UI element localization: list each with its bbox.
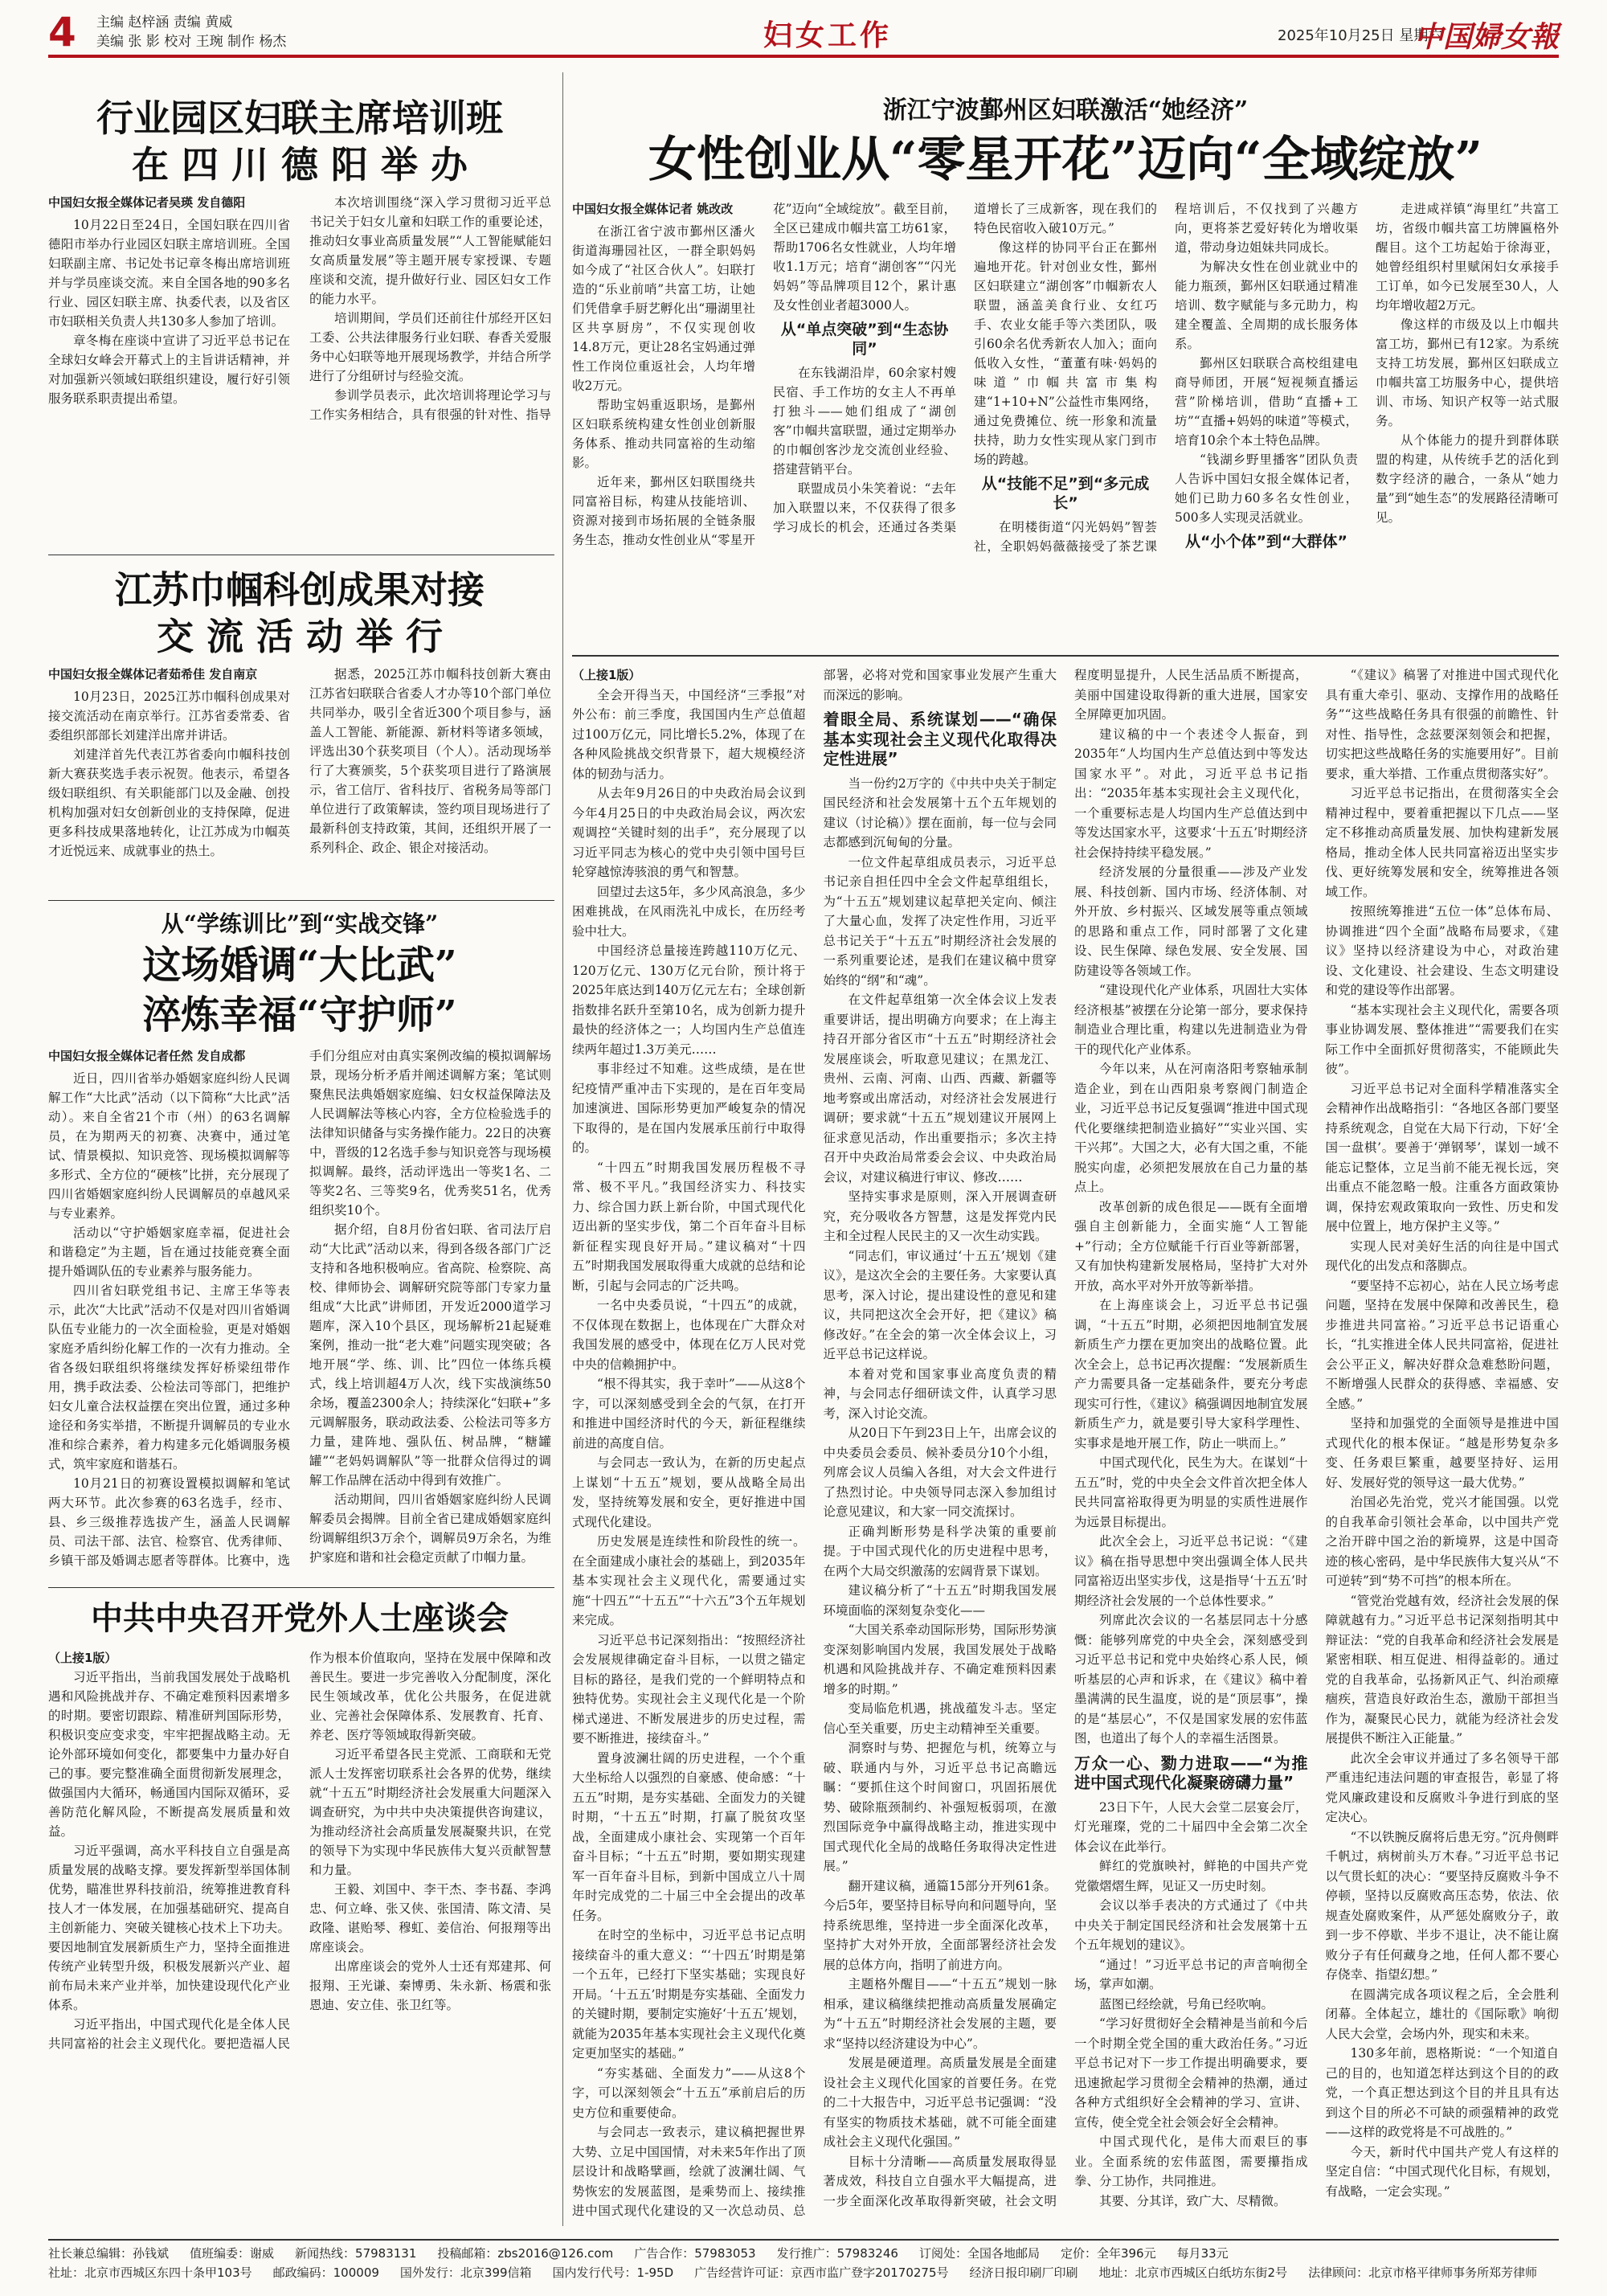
- article6-subhead: 万众一心、勠力进取——“为推进中国式现代化凝聚磅礴力量”: [1074, 1753, 1308, 1792]
- article1-byline: 中国妇女报全媒体记者吴瑛 发自德阳: [48, 195, 246, 210]
- article6-paragraph: “《建议》稿署了对推进中国式现代化具有重大牵引、驱动、支撑作用的战略任务”“这些战略任务具有很强的前瞻性、针对性、指导性，念兹要深刻领会和把握，切实把这些战略任务的实施要用好”。目前要求，重大举措、工作重点贯彻落实好”。: [1325, 668, 1559, 781]
- article1-paragraph: 本次培训围绕“深入学习贯彻习近平总书记关于妇女儿童和妇联工作的重要论述，推动妇女事业高质量发展”“人工智能赋能妇女高质量发展”等主题开展专家授课、专题座谈和交流，提升做好行业、园区妇女工作的能力水平。: [309, 195, 551, 306]
- article6-paragraph: 在上海座谈会上，习近平总书记强调，“十五五”时期，必须把因地制宜发展新质生产力摆在更加突出的战略位置。此次全会上，总书记再次提醒：“发展新质生产力需要具备一定基础条件，要充分考虑现实可行性，《建议》稿强调因地制宜发展新质生产力，就是要引导大家科学理性、实事求是地开展工作，防止一哄而上。”: [1074, 1298, 1308, 1451]
- article3-headline-line2: 交 流 活 动 举 行: [156, 615, 444, 658]
- footer-item: 投稿邮箱：zbs2016@126.com: [437, 2246, 614, 2261]
- footer-item: 社长兼总编辑：孙钱斌: [48, 2246, 170, 2261]
- footer-item: 法律顾问：北京市格平律师事务所郑芳律师: [1308, 2265, 1538, 2280]
- article6-subhead: 着眼全局、系统谋划——“确保基本实现社会主义现代化取得决定性进展”: [823, 710, 1057, 768]
- article2-subhead: 从“单点突破”到“生态协同”: [780, 321, 949, 358]
- article6-paragraph: “夯实基础、全面发力”——从这8个字，可以深刻领会“十五五”承前启后的历史方位和重要使命。: [572, 2065, 806, 2120]
- section-title: 妇女工作: [763, 18, 893, 52]
- footer-item: 广告合作：57983053: [634, 2246, 756, 2261]
- article2-paragraph: 在浙江省宁波市鄞州区潘火街道海珊园社区，一群全职妈妈如今成了“社区合伙人”。妇联打造的“乐业前哨”共富工坊，让她们凭借拿手厨艺孵化出“珊湖里社区共享厨房”，不仅实现创收14.8万元，更让28名宝妈通过弹性工作岗位重返社会，人均年增收2万元。: [572, 224, 755, 393]
- article1-headline-line2: 在 四 川 德 阳 举 办: [131, 143, 468, 186]
- footer-row: [48, 2244, 1559, 2263]
- footer-row: [48, 2263, 1559, 2282]
- article6-paragraph: 历史发展是连续性和阶段性的统一。在全面建成小康社会的基础上，到2035年基本实现社会主义现代化，需要通过实施“十四五”“十五五”“十六五”3个五年规划来完成。: [572, 1534, 806, 1627]
- article6-paragraph: “要坚持不忘初心，站在人民立场考虑问题，坚持在发展中保障和改善民生，稳步推进共同富裕。”习近平总书记语重心长，“扎实推进全体人民共同富裕，促进社会公平正义，解决好群众急难愁盼问题，不断增强人民群众的获得感、幸福感、安全感。”: [1325, 1278, 1559, 1411]
- article2-paragraph: 走进咸祥镇“海里红”共富工坊，省级巾帼共富工坊牌匾格外醒目。这个工坊起始于徐海亚，她曾经组织村里赋闲妇女承接手工订单，如今已发展至30人，人均年增收超2万元。: [1376, 202, 1559, 313]
- article6-paragraph: 习近平总书记深刻指出：“按照经济社会发展规律确定奋斗目标，一以贯之锚定目标的路径，是我们党的一个鲜明特点和独特优势。实现社会主义现代化是一个阶梯式递进、不断发展进步的历史过程，需要不断推进，接续奋斗。”: [572, 1632, 806, 1746]
- article5-continued-label: （上接1版）: [48, 1651, 117, 1665]
- column-divider: [562, 72, 563, 2226]
- article5-paragraph: 王毅、刘国中、李干杰、李书磊、李鸿忠、何立峰、张又侠、张国清、陈文清、吴政隆、谌贻琴、穆虹、姜信治、何报翔等出席座谈会。: [309, 1882, 551, 1954]
- article-separator: [48, 1587, 554, 1588]
- article-womens-entrepreneurship: [572, 95, 1559, 649]
- article1-body: [48, 193, 551, 442]
- article6-paragraph: “通过！”习近平总书记的声音响彻全场，掌声如潮。: [1074, 1957, 1308, 1991]
- footer-item: 广告经营许可证：京西市监广登字20170275号: [694, 2265, 949, 2280]
- article4-paragraph: 10月21日的初赛设置模拟调解和笔试两大环节。此次参赛的63名选手，经市、县、乡三级推荐选拔产生，涵盖人民调解员、司法干部、法官、检察官、优秀律师、乡镇干部及婚调志愿者等群体。比赛中，选手们分组应对由真实案例改编的模拟调解场景，现场分析矛盾并阐述调解方案；笔试则聚焦民法典婚姻家庭编、妇女权益保障法及人民调解法等核心内容，全方位检验选手的法律知识储备与实务操作能力。22日的决赛中，晋级的12名选手参与知识竞答与现场模拟调解。最终，活动评选出一等奖1名、二等奖2名、三等奖9名，优秀奖51名，优秀组织奖10个。: [48, 1049, 551, 1568]
- article6-paragraph: 本着对党和国家事业高度负责的精神，与会同志仔细研读文件，认真学习思考，深入讨论交流。: [823, 1366, 1057, 1421]
- footer-item: 社址：北京市西城区东四十条甲103号: [48, 2265, 252, 2280]
- article2-paragraph: 帮助宝妈重返职场，是鄞州区妇联系统构建女性创业创新服务体系、推动共同富裕的生动缩影。: [572, 398, 755, 470]
- article-plenary-session-continued: [572, 665, 1559, 2233]
- article6-paragraph: 目标十分清晰——高质量发展取得显著成效，科技自立自强水平大幅提高，进一步全面深化改革取得新突破，社会文明程度明显提升，人民生活品质不断提高，美丽中国建设取得新的重大进展，国家安全屏障更加巩固。: [823, 668, 1308, 2208]
- footer-item: 国外发行：北京399信箱: [399, 2265, 532, 2280]
- article6-paragraph: 经济发展的分量很重——涉及产业发展、科技创新、国内市场、经济体制、对外开放、乡村振兴、区域发展等重点领域的思路和重点工作，同时部署了文化建设、民生保障、绿色发展、安全发展、国防建设等各领域工作。: [1074, 865, 1308, 978]
- article6-paragraph: 置身波澜壮阔的历史进程，一个个重大坐标给人以强烈的自豪感、使命感：“十五五”时期，是夯实基础、全面发力的关键时期，“十五五”时期，打赢了脱贫攻坚战，全面建成小康社会、实现第一个百年奋斗目标；“十五五”时期，要如期实现建军一百年奋斗目标，到新中国成立八十周年时完成党的二十届三中全会提出的改革任务。: [572, 1750, 806, 1923]
- article2-paragraph: 在明楼街道“闪光妈妈”智荟社，全职妈妈薇薇接受了茶艺课程培训后，不仅找到了兴趣方向，更将茶艺爱好转化为增收渠道，带动身边姐妹共同成长。: [974, 202, 1358, 554]
- article6-paragraph: “建设现代化产业体系，巩固壮大实体经济根基”被摆在分论第一部分，要求保持制造业合理比重，构建以先进制造业为骨干的现代化产业体系。: [1074, 983, 1308, 1057]
- article3-paragraph: 10月23日，2025江苏巾帼科创成果对接交流活动在南京举行。江苏省委常委、省委组织部部长刘建洋出席并讲话。: [48, 690, 290, 743]
- article6-paragraph: 与会同志一致认为，在新的历史起点上谋划“十五五”规划，要从战略全局出发，坚持统筹发展和安全，更好推进中国式现代化建设。: [572, 1455, 806, 1529]
- article6-paragraph: 全会开得当天，中国经济“三季报”对外公布：前三季度，我国国内生产总值超过100万亿元，同比增长5.2%，体现了在各种风险挑战交织背景下，超大规模经济体的韧劲与活力。: [572, 687, 806, 781]
- article6-paragraph: 会议以举手表决的方式通过了《中共中央关于制定国民经济和社会发展第十五个五年规划的建议》。: [1074, 1898, 1308, 1952]
- article2-paragraph: 在东钱湖沿岸，60余家村嫂民宿、手工作坊的女主人不再单打独斗——她们组成了“湖创客”巾帼共富联盟，通过定期举办的巾帼创客沙龙交流创业经验、搭建营销平台。: [773, 366, 956, 477]
- article6-paragraph: 事非经过不知难。这些成绩，是在世纪疫情严重冲击下实现的，是在百年变局加速演进、国际形势更加严峻复杂的情况下取得的，是在国内发展承压前行中取得的。: [572, 1062, 806, 1155]
- article6-paragraph: 今年以来，从在河南洛阳考察轴承制造企业，到在山西阳泉考察阀门制造企业，习近平总书记反复强调“推进中国式现代化要继续把制造业搞好”“实业兴国、实干兴邦”。大国之大，必有大国之重，不能脱实向虚，必须把发展放在自己力量的基点上。: [1074, 1062, 1308, 1194]
- footer-item: 值班编委：谢威: [190, 2246, 275, 2261]
- article2-paragraph: 为解决女性在创业就业中的能力瓶颈，鄞州区妇联通过精准培训、数字赋能与多元助力，构建全覆盖、全周期的成长服务体系。: [1175, 260, 1358, 351]
- article6-paragraph: 中国经济总量接连跨越110万亿元、120万亿元、130万亿元台阶，预计将于2025年底达到140万亿元左右；全球创新指数排名跃升至第10名，成为创新力提升最快的经济体之一；人均国内生产总值连续两年超过1.3万美元……: [572, 943, 806, 1057]
- article6-paragraph: 其要、分其详，致广大、尽精微。: [1099, 2193, 1286, 2208]
- article2-paragraph: 像这样的市级及以上巾帼共富工坊，鄞州已有12家。为系统支持工坊发展，鄞州区妇联成立巾帼共富工坊服务中心，提供培训、市场、知识产权等一站式服务。: [1376, 317, 1559, 428]
- article5-paragraph: 习近平指出，当前我国发展处于战略机遇和风险挑战并存、不确定难预料因素增多的时期。要密切跟踪、精准研判国际形势，积极识变应变求变，牢牢把握战略主动。无论外部环境如何变化，都要集中力量办好自己的事。要完整准确全面贯彻新发展理念，做强国内大循环，畅通国内国际双循环，妥善防范化解风险，不断提高发展质量和效益。: [48, 1670, 290, 1839]
- article4-paragraph: 据介绍，自8月份省妇联、省司法厅启动“大比武”活动以来，得到各级各部门广泛支持和各地积极响应。省高院、检察院、高校、律师协会、调解研究院等部门专家力量组成“大比武”讲师团，开发近2000道学习题库，深入10个县区，现场解析21起疑难案例，推动一批“老大难”问题实现突破；各地开展“学、练、训、比”四位一体练兵模式，线上培训超4万人次，线下实战演练50余场，覆盖2300余人；持续深化“妇联+”多元调解服务，联动政法委、公检法司等多方力量，建阵地、强队伍、树品牌，“糖罐罐”“老妈妈调解队”等一批群众信得过的调解工作品牌在活动中得到有效推广。: [309, 1222, 551, 1488]
- article4-paragraph: 活动期间，四川省婚姻家庭纠纷人民调解委员会揭牌。目前全省已建成婚姻家庭纠纷调解组织3万余个，调解员9万余名，为维护家庭和谐和社会稳定贡献了巾帼力量。: [309, 1492, 551, 1565]
- article2-subhead: 从“小个体”到“大群体”: [1185, 533, 1347, 550]
- footer-item: 每月33元: [1176, 2246, 1229, 2261]
- article6-paragraph: 从20日下午到23日上午，出席会议的中央委员会委员、候补委员分10个小组，列席会议人员编入各组，对大会文件进行了热烈讨论。中央领导同志深入参加组讨论意见建议，和大家一同交流探讨。: [823, 1426, 1057, 1519]
- article6-paragraph: 洞察时与势、把握危与机，统筹立与破、联通内与外，习近平总书记高瞻远瞩：“要抓住这个时间窗口，巩固拓展优势、破除瓶颈制约、补强短板弱项，在激烈国际竞争中赢得战略主动，推进实现中国式现代化全局的战略任务取得决定性进展。”: [823, 1741, 1057, 1873]
- article5-paragraph: 出席座谈会的党外人士还有郑建邦、何报翔、王光谦、秦博勇、朱永新、杨震和张恩迪、安立佳、张卫红等。: [309, 1959, 551, 2012]
- article5-body: [48, 1648, 551, 2223]
- article2-paragraph: 近年来，鄞州区妇联围绕共同富裕目标，构建从技能培训、资源对接到市场拓展的全链条服务生态，推动女性创业从“零星开花”迈向“全域绽放”。截至目前，全区已建成巾帼共富工坊61家，帮助1706名女性就业，人均年增收1.1万元；培育“湖创客”“闪光妈妈”等品牌项目12个，累计惠及女性创业者超3000人。: [572, 202, 956, 547]
- article6-paragraph: “不以铁腕反腐将后患无穷。”沉舟侧畔千帆过，病树前头万木春。”习近平总书记以气贯长虹的决心：“要坚持反腐败斗争不停顿，坚持以反腐败高压态势，依法、依规查处腐败案件，从严惩处腐败分子，敢到一步不停歇、半步不退让，决不能让腐败分子有任何藏身之地，任何人都不要心存侥幸、指望幻想。”: [1325, 1829, 1559, 1982]
- article-jiangsu-tech: [48, 567, 551, 896]
- article6-paragraph: 治国必先治党，党兴才能国强。以党的自我革命引领社会革命，以中国共产党之治开辟中国之治的新境界，这是中国奇迹的核心密码，是中华民族伟大复兴从“不可逆转”到“势不可挡”的根本所在。: [1325, 1495, 1559, 1588]
- article2-kicker: 浙江宁波鄞州区妇联激活“她经济”: [882, 96, 1249, 125]
- article6-paragraph: 列席此次会议的一名基层同志十分感慨：能够列席党的中央全会，深刻感受到习近平总书记和党中央始终心系人民，倾听基层的心声和诉求，在《建议》稿中着墨满满的民生温度，说的是“顶层事”，操的是“基层心”，不仅是国家发展的宏伟蓝图，也道出了每个人的幸福生活图景。: [1074, 1613, 1308, 1746]
- article6-paragraph: 今天，新时代中国共产党人有这样的坚定自信：“中国式现代化目标，有规划，有战略，一定会实现。”: [1325, 2144, 1559, 2199]
- article6-paragraph: “同志们，审议通过‘十五五’规划《建议》，是这次全会的主要任务。大家要认真思考，深入讨论，提出建设性的意见和建议，共同把这次全会开好，把《建议》稿修改好。”在全会的第一次全体会议上，习近平总书记这样说。: [823, 1248, 1057, 1361]
- newspaper-logo: 中国婦女報: [1413, 20, 1559, 54]
- article3-byline: 中国妇女报全媒体记者茹希佳 发自南京: [48, 667, 258, 681]
- editor-credits-line1: 主编 赵梓涵 责编 黄威: [96, 14, 233, 31]
- editor-credits: [96, 13, 286, 51]
- article6-paragraph: 按照统筹推进“五位一体”总体布局、协调推进“四个全面”战略布局要求，《建议》坚持以经济建设为中心，对政治建设、文化建设、社会建设、生态文明建设和党的建设等作出部署。: [1325, 904, 1559, 997]
- article6-paragraph: 23日下午，人民大会堂二层宴会厅，灯光璀璨，党的二十届四中全会第二次全体会议在此举行。: [1074, 1799, 1308, 1854]
- footer-item: 地址：北京市西城区白纸坊东街2号: [1098, 2265, 1288, 2280]
- article1-paragraph: 培训期间，学员们还前往什邡经开区妇工委、公共法律服务行业妇联、春香关爱服务中心妇联等地开展现场教学，并结合所学进行了分组研讨与经验交流。: [309, 311, 551, 383]
- masthead: [48, 10, 1559, 58]
- article1-paragraph: 10月22日至24日，全国妇联在四川省德阳市举办行业园区妇联主席培训班。全国妇联副主席、书记处书记章冬梅出席培训班并与学员座谈交流。来自全国各地的90多名行业、园区妇联主席、执委代表，以及省区市妇联相关负责人共130多人参加了培训。: [48, 218, 290, 329]
- footer-item: 定价：全年396元: [1060, 2246, 1156, 2261]
- article6-paragraph: 坚持实事求是原则，深入开展调查研究，充分吸收各方智慧，这是发挥党内民主和全过程人民民主的又一次生动实践。: [823, 1189, 1057, 1243]
- article1-paragraph: 参训学员表示，此次培训将理论学习与工作实务相结合，具有很强的针对性、指导: [309, 388, 551, 422]
- article3-paragraph: 刘建洋首先代表江苏省委向巾帼科技创新大赛获奖选手表示祝贺。他表示，希望各级妇联组织、有关职能部门以及金融、创投机构加强对妇女创新创业的支持保障，促进更多科技成果落地转化，让江苏成为巾帼英才近悦远来、成就事业的热土。: [48, 747, 290, 858]
- article6-paragraph: 发展是硬道理。高质量发展是全面建设社会主义现代化国家的首要任务。在党的二十大报告中，习近平总书记强调：“没有坚实的物质技术基础，就不可能全面建成社会主义现代化强国。”: [823, 2056, 1057, 2149]
- article2-paragraph: 像这样的协同平台正在鄞州遍地开花。针对创业女性，鄞州区妇联建立“湖创客”巾帼新农人联盟，涵盖美食行业、女红巧手、农业女能手等六类团队，吸引60余名优秀新农人加入；面向低收入女性，“董董有味·妈妈的味道”巾帼共富市集构建“1+10+N”公益性市集网络，通过免费摊位、统一形象和流量扶持，助力女性实现从家门到市场的跨越。: [974, 240, 1157, 467]
- article6-paragraph: 鲜红的党旗映衬，鲜艳的中国共产党党徽熠熠生辉，见证又一历史时刻。: [1074, 1859, 1308, 1893]
- article6-paragraph: 在文件起草组第一次全体会议上发表重要讲话，提出明确方向要求；在上海主持召开部分省区市“十五五”时期经济社会发展座谈会，听取意见建议；在黑龙江、贵州、云南、河南、山西、西藏、新疆等地考察或出席活动，对经济社会发展进行调研；要求就“十五五”规划建议开展网上征求意见活动，作出重要指示；多次主持召开中央政治局常委会会议、中央政治局会议，对建议稿进行审议、修改……: [823, 992, 1057, 1185]
- editor-credits-line2: 美编 张 影 校对 王琬 制作 杨杰: [96, 34, 287, 50]
- article4-body: [48, 1046, 551, 1577]
- article6-paragraph: 一位文件起草组成员表示，习近平总书记亲自担任四中全会文件起草组组长，为“十五五”规划建议起草把关定向、倾注了大量心血，发挥了决定性作用，习近平总书记关于“十五五”时期经济社会发展的一系列重要论述，是我们在建议稿中贯穿始终的“纲”和“魂”。: [823, 854, 1057, 988]
- article5-headline: 中共中央召开党外人士座谈会: [91, 1599, 509, 1637]
- footer-item: 订阅处：全国各地邮局: [918, 2246, 1040, 2261]
- footer-item: 发行推广：57983246: [776, 2246, 898, 2261]
- article2-paragraph: 联盟成员小朱笑着说：“去年加入联盟以来，不仅获得了很多学习成长的机会，还通过各类渠道增长了三成新客，现在我们的特色民宿收入破10万元。”: [773, 202, 1157, 534]
- footer-item: 经济日报印刷厂印刷: [969, 2265, 1078, 2280]
- article6-paragraph: 变局临危机遇，挑战蕴发斗志。坚定信心至关重要，历史主动精神至关重要。: [823, 1701, 1057, 1736]
- article6-paragraph: 回望过去这5年，多少风高浪急，多少困难挑战，在风雨洗礼中成长，在历经考验中壮大。: [572, 884, 806, 939]
- article6-paragraph: 习近平总书记指出，在贯彻落实全会精神过程中，要着重把握以下几点——坚定不移推动高质量发展、加快构建新发展格局，推动全体人民共同富裕迈出坚实步伐、更好统筹发展和安全，统筹推进各领域工作。: [1325, 786, 1559, 899]
- article6-paragraph: 与会同志一致表示，建议稿把握世界大势、立足中国国情，对未来5年作出了顶层设计和战略擘画，绘就了波澜壮阔、气势恢宏的发展蓝图，是乘势而上、接续推进中国式现代化建设的又一次总动员、总部署，必将对党和国家事业发展产生重大而深远的影响。: [572, 668, 1057, 2218]
- article6-paragraph: 翻开建议稿，通篇15部分开列61条。今后5年，要坚持目标导向和问题导向，坚持系统思维，坚持进一步全面深化改革，坚持扩大对外开放，全面部署经济社会发展的总体方向，指明了前进方向。: [823, 1878, 1057, 1972]
- article6-paragraph: 在圆满完成各项议程之后，全会胜利闭幕。全体起立，雄壮的《国际歌》响彻人民大会堂，会场内外，现实和未来。: [1325, 1987, 1559, 2041]
- article6-paragraph: 建议稿的中一个表述令人振奋，到2035年“人均国内生产总值达到中等发达国家水平”。对此，习近平总书记指出：“2035年基本实现社会主义现代化，一个重要标志是人均国内生产总值达到中等发达国家水平，这要求‘十五五’时期经济社会保持持续平稳发展。”: [1074, 726, 1308, 860]
- article5-paragraph: 习近平指出，中国式现代化是全体人民共同富裕的社会主义现代化。要把造福人民作为根本价值取向，坚持在发展中保障和改善民生。要进一步完善收入分配制度，深化民生领域改革，优化公共服务，在促进就业、完善社会保障体系、发展教育、托育、养老、医疗等领域取得新突破。: [48, 1651, 551, 2051]
- article4-headline-line2: 淬炼幸福“守护师”: [142, 992, 457, 1037]
- article4-paragraph: 活动以“守护婚姻家庭幸福，促进社会和谐稳定”为主题，旨在通过技能竞赛全面提升婚调队伍的专业素养与服务能力。: [48, 1226, 290, 1279]
- article1-paragraph: 章冬梅在座谈中宣讲了习近平总书记在全球妇女峰会开幕式上的主旨讲话精神，并对加强新兴领域妇联组织建设，履行好引领服务联系职责提出希望。: [48, 334, 290, 406]
- article2-body: [572, 199, 1559, 565]
- article-sichuan-mediation: [48, 908, 551, 1583]
- article6-paragraph: 当一份约2万字的《中共中央关于制定国民经济和社会发展第十五个五年规划的建议（讨论稿）》摆在面前，每一位与会同志都感到沉甸甸的分量。: [823, 776, 1057, 849]
- article4-byline: 中国妇女报全媒体记者任然 发自成都: [48, 1049, 246, 1063]
- article6-paragraph: 蓝图已经绘就，号角已经吹响。: [1099, 1996, 1274, 2012]
- article2-subhead: 从“技能不足”到“多元成长”: [981, 475, 1150, 512]
- article6-paragraph: “管党治党越有效，经济社会发展的保障就越有力。”习近平总书记深刻指明其中辩证法：“党的自我革命和经济社会发展是紧密相联、相互促进、相得益彰的。通过党的自我革命，弘扬新风正气、纠治顽瘴痼疾，营造良好政治生态，激励干部担当作为，凝聚民心民力，就能为经济社会发展提供不断注入正能量。”: [1325, 1593, 1559, 1746]
- page-footer: [48, 2239, 1559, 2282]
- article2-paragraph: 从个体能力的提升到群体联盟的构建，从传统手艺的活化到数字经济的融合，一条从“她力量”到“她生态”的发展路径清晰可见。: [1376, 433, 1559, 525]
- article3-headline-line1: 江苏巾帼科创成果对接: [115, 568, 485, 612]
- footer-item: 邮政编码：100009: [272, 2265, 379, 2280]
- article-non-party-forum: [48, 1595, 551, 2234]
- article4-headline-line1: 这场婚调“大比武”: [142, 943, 457, 988]
- article3-paragraph: 据悉，2025江苏巾帼科技创新大赛由江苏省妇联联合省委人才办等10个部门单位共同举办，吸引全省近300个项目参与，涵盖人工智能、新能源、新材料等诸多领域，评选出30个获奖项目（个人）。活动现场举行了大赛颁奖，5个获奖项目进行了路演展示，省工信厅、省科技厅、省税务局等部门单位进行了政策解读，签约项目现场进行了最新科创支持政策，其间，还组织开展了一系列科企、政企、银企对接活动。: [309, 667, 551, 855]
- article6-paragraph: 一名中央委员说，“十四五”的成就，不仅体现在数据上，也体现在广大群众对我国发展的感受中，体现在亿万人民对党中央的信赖拥护中。: [572, 1298, 806, 1372]
- article6-paragraph: “十四五”时期我国发展历程极不寻常、极不平凡。”我国经济实力、科技实力、综合国力跃上新台阶，中国式现代化迈出新的坚实步伐，第二个百年奋斗目标新征程实现良好开局。”建议稿对“十四五”时期我国发展取得重大成就的总结和论断，引起与会同志的广泛共鸣。: [572, 1160, 806, 1293]
- article6-paragraph: “根不得其实，我于幸叶”——从这8个字，可以深刻感受到全会的气氛，在打开和推进中国经济时代的今天，新征程继续前进的高度自信。: [572, 1377, 806, 1451]
- article6-paragraph: 实现人民对美好生活的向往是中国式现代化的出发点和落脚点。: [1325, 1238, 1559, 1273]
- article-trade-park-training: [48, 95, 551, 460]
- article6-paragraph: 改革创新的成色很足——既有全面增强自主创新能力，全面实施“人工智能+”行动；全方位赋能千行百业等新部署，又有加快构建新发展格局，坚持扩大对外开放，高水平对外开放等新举措。: [1074, 1199, 1308, 1293]
- footer-item: 新闻热线：57983131: [295, 2246, 417, 2261]
- article6-paragraph: 中国式现代化，是伟大而艰巨的事业。全面系统的宏伟蓝图，需要攥指成拳、分工协作，共同推进。: [1074, 2134, 1308, 2188]
- article-separator: [48, 900, 554, 901]
- article6-paragraph: 正确判断形势是科学决策的重要前提。于中国式现代化的历史进程中思考，在两个大局交织激荡的宏阔背景下谋划。: [823, 1524, 1057, 1578]
- article2-headline: 女性创业从“零星开花”迈向“全域绽放”: [648, 132, 1483, 188]
- article6-paragraph: 在时空的坐标中，习近平总书记点明接续奋斗的重大意义：“‘十四五’时期是第一个五年，已经打下坚实基础；实现良好开局。‘十五五’时期是夯实基础、全面发力的关键时期，要制定实施好‘十五五’规划，就能为2035年基本实现社会主义现代化奠定更加坚实的基础。”: [572, 1928, 806, 2061]
- article3-body: [48, 665, 551, 882]
- article6-paragraph: 此次全会审议并通过了多名领导干部严重违纪违法问题的审查报告，彰显了将党风廉政建设和反腐败斗争进行到底的坚定决心。: [1325, 1750, 1559, 1824]
- article6-paragraph: 建议稿分析了“十五五”时期我国发展环境面临的深刻复杂变化——: [823, 1583, 1057, 1618]
- article5-paragraph: 习近平希望各民主党派、工商联和无党派人士发挥密切联系社会各界的优势，继续就“十五五”时期经济社会发展重大问题深入调查研究，为中共中央决策提供咨询建议，为推动经济社会高质量发展凝聚共识，在党的领导下为实现中华民族伟大复兴贡献智慧和力量。: [309, 1747, 551, 1877]
- article6-paragraph: “基本实现社会主义现代化，需要各项事业协调发展、整体推进”“需要我们在实际工作中全面抓好贯彻落实，不能顾此失彼”。: [1325, 1002, 1559, 1076]
- article6-body: [572, 665, 1559, 2233]
- article5-paragraph: 习近平强调，高水平科技自立自强是高质量发展的战略支撑。要发挥新型举国体制优势，瞄准世界科技前沿，统筹推进教育科技人才一体发展，在加强基础研究、提高自主创新能力、突破关键核心技术上下功夫。要因地制宜发展新质生产力，坚持全面推进传统产业转型升级，积极发展新兴产业、超前布局未来产业并举，加快建设现代化产业体系。: [48, 1844, 290, 2012]
- article6-paragraph: “学习好贯彻好全会精神是当前和今后一个时期全党全国的重大政治任务。”习近平总书记对下一步工作提出明确要求，要迅速掀起学习贯彻全会精神的热潮，通过各种方式组织好全会精神的学习、宣讲、宣传，使全党全社会领会好全会精神。: [1074, 2016, 1308, 2130]
- article6-paragraph: 中国式现代化，民生为大。在谋划“十五五”时，党的中央全会文件首次把全体人民共同富裕取得更为明显的实质性进展作为远景目标提出。: [1074, 1455, 1308, 1529]
- article2-paragraph: 鄞州区妇联联合高校组建电商导师团，开展“短视频直播运营”阶梯培训，借助“直播+工坊”“直播+妈妈的味道”等模式，培育10余个本土特色品牌。: [1175, 356, 1358, 448]
- page-number: 4: [48, 9, 76, 55]
- issue-date: 2025年10月25日 星期六: [1278, 27, 1443, 44]
- article6-paragraph: 130多年前，恩格斯说：“一个知道自己的目的，也知道怎样达到这个目的的政党，一个真正想达到这个目的并且具有达到这个目的所必不可缺的顽强精神的政党——这样的政党将是不可战胜的。”: [1325, 2046, 1559, 2139]
- article2-byline: 中国妇女报全媒体记者 姚改改: [572, 202, 734, 216]
- article-separator: [572, 655, 1559, 657]
- article6-paragraph: 习近平总书记对全面科学精准落实全会精神作出战略指引：“各地区各部门要坚持系统观念，自觉在大局下行动，下好‘全国一盘棋’。要善于‘弹钢琴’，谋划一域不能忘记整体，立足当前不能无视长远，突出重点不能忽略一般。注重各方面政策协调，保持宏观政策取向一致性、历史和发展中位置上，地方保护主义等。”: [1325, 1081, 1559, 1234]
- article6-paragraph: 此次全会上，习近平总书记说：“《建议》稿在指导思想中突出强调全体人民共同富裕迈出坚实步伐，这是指导‘十五五’时期经济社会发展的一个总体性要求。”: [1074, 1534, 1308, 1608]
- article4-kicker: 从“学练训比”到“实战交锋”: [161, 911, 439, 937]
- footer-item: 国内发行代号：1-95D: [552, 2265, 674, 2280]
- article4-paragraph: 近日，四川省举办婚姻家庭纠纷人民调解工作“大比武”活动（以下简称“大比武”活动）。来自全省21个市（州）的63名调解员，在为期两天的初赛、决赛中，通过笔试、情景模拟、知识竞答、现场模拟调解等多形式、全方位的“硬核”比拼，充分展现了四川省婚姻家庭纠纷人民调解员的卓越风采与专业素养。: [48, 1071, 290, 1221]
- article6-paragraph: “大国关系牵动国际形势，国际形势演变深刻影响国内发展，我国发展处于战略机遇和风险挑战并存、不确定难预料因素增多的时期。”: [823, 1623, 1057, 1696]
- article4-paragraph: 四川省妇联党组书记、主席王华等表示，此次“大比武”活动不仅是对四川省婚调队伍专业能力的一次全面检验，更是对婚姻家庭矛盾纠纷化解工作的一次有力推动。全省各级妇联组织将继续发挥好桥梁纽带作用，携手政法委、公检法司等部门，把维护妇女儿童合法权益摆在突出位置，通过多种途径和务实举措，不断提升调解员的专业水准和综合素养，着力构建多元化婚调服务模式，筑牢家庭和谐基石。: [48, 1283, 290, 1471]
- article6-paragraph: 从去年9月26日的中央政治局会议到今年4月25日的中央政治局会议，两次宏观调控“关键时刻的出手”，充分展现了以习近平同志为核心的党中央引领中国号巨轮穿越惊涛骇浪的勇气和智慧。: [572, 786, 806, 879]
- article6-paragraph: 主题格外醒目——“十五五”规划一脉相承，建议稿继续把推动高质量发展确定为“十五五”时期经济社会发展的主题，要求“坚持以经济建设为中心”。: [823, 1977, 1057, 2051]
- article6-paragraph: 坚持和加强党的全面领导是推进中国式现代化的根本保证。“越是形势复杂多变、任务艰巨繁重，越要坚持好、运用好、发展好党的领导这一最大优势。”: [1325, 1416, 1559, 1490]
- article6-continued-label: （上接1版）: [572, 668, 641, 682]
- article2-paragraph: “钱湖乡野里播客”团队负责人告诉中国妇女报全媒体记者，她们已助力60多名女性创业，500多人实现灵活就业。: [1175, 452, 1358, 525]
- article1-headline-line1: 行业园区妇联主席培训班: [96, 96, 503, 140]
